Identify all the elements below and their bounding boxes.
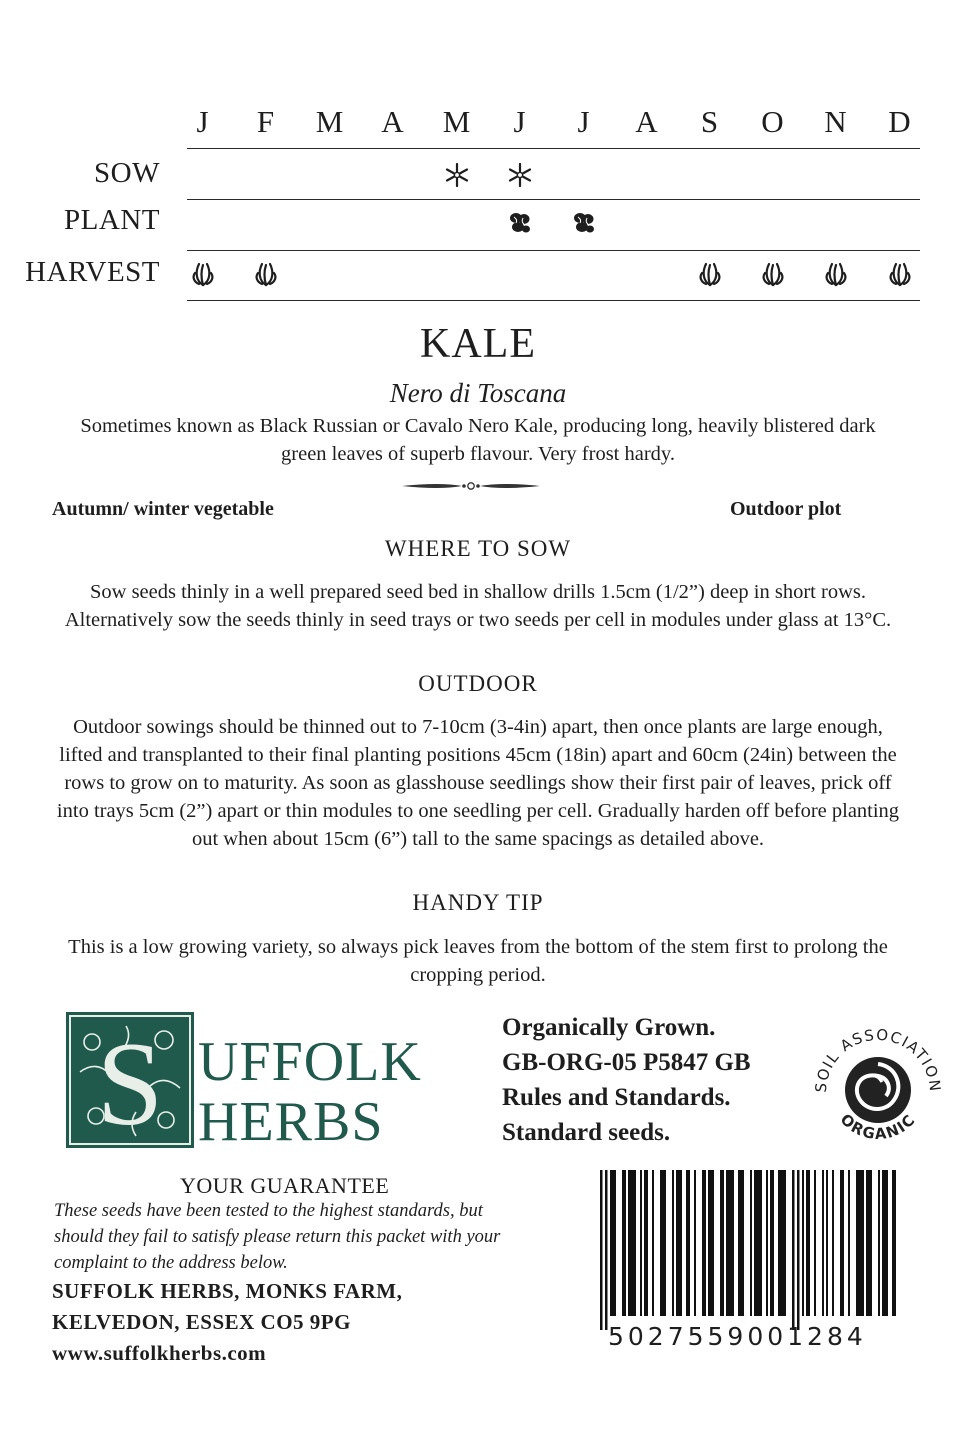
- brand-logo-line2: HERBS: [198, 1091, 384, 1153]
- harvest-leaf-icon: [759, 259, 787, 287]
- barcode-number: 5027559001284: [608, 1322, 867, 1351]
- barcode-bar: [628, 1170, 636, 1316]
- company-website: www.suffolkherbs.com: [52, 1341, 267, 1365]
- barcode-bar: [622, 1170, 626, 1316]
- company-address: [52, 1276, 402, 1369]
- address-line-2: KELVEDON, ESSEX CO5 9PG: [52, 1310, 351, 1334]
- brand-logo-ornament: [66, 1012, 194, 1148]
- calendar-row-label-harvest: HARVEST: [25, 256, 160, 288]
- section-heading-handy-tip: HANDY TIP: [412, 890, 544, 915]
- address-line-1: SUFFOLK HERBS, MONKS FARM,: [52, 1279, 403, 1303]
- calendar-divider: [187, 250, 920, 251]
- barcode-bar: [806, 1170, 810, 1316]
- barcode-bar: [652, 1170, 654, 1316]
- product-variety: Nero di Toscana: [389, 378, 567, 408]
- certification-line: Rules and Standards.: [502, 1084, 731, 1111]
- month-header: M: [315, 104, 345, 139]
- organic-certification-text: [502, 1010, 751, 1150]
- harvest-leaf-icon: [189, 259, 217, 287]
- barcode-bar: [797, 1170, 800, 1330]
- barcode-bar: [848, 1170, 850, 1316]
- barcode-bar: [610, 1170, 616, 1316]
- barcode-bar: [840, 1170, 844, 1316]
- calendar-row-label-plant: PLANT: [64, 204, 160, 236]
- barcode-bar: [738, 1170, 744, 1316]
- barcode-bar: [686, 1170, 690, 1316]
- barcode-bar: [778, 1170, 786, 1316]
- month-header: D: [888, 104, 912, 139]
- section-heading-outdoor: OUTDOOR: [418, 671, 538, 696]
- section-body-handy-tip: This is a low growing variety, so always pick leaves from the bottom of the stem first to prolong the cropping period.: [68, 936, 888, 986]
- month-header: J: [196, 104, 210, 139]
- month-header: O: [761, 104, 785, 139]
- barcode-bar: [644, 1170, 648, 1316]
- sow-asterisk-icon: [506, 161, 534, 189]
- barcode-bar: [826, 1170, 828, 1316]
- harvest-leaf-icon: [886, 259, 914, 287]
- badge-trefoil-icon: [845, 1057, 911, 1123]
- brand-logo-initial-letter: S: [96, 1017, 164, 1148]
- location-label: Outdoor plot: [730, 498, 842, 520]
- calendar-divider: [187, 199, 920, 200]
- calendar-divider: [187, 300, 920, 301]
- barcode-bar: [766, 1170, 768, 1316]
- calendar-row-label-sow: SOW: [94, 157, 160, 189]
- barcode-bar: [660, 1170, 666, 1316]
- barcode-bar: [832, 1170, 834, 1316]
- barcode-bar: [822, 1170, 824, 1316]
- month-header: S: [700, 104, 720, 139]
- month-header: F: [256, 104, 276, 139]
- barcode-bar: [814, 1170, 816, 1316]
- plant-seedling-icon: [570, 208, 598, 236]
- barcode-bar: [672, 1170, 674, 1316]
- brand-logo-line1: UFFOLK: [198, 1031, 422, 1093]
- barcode-bar: [726, 1170, 734, 1316]
- brand-logo-initial-box: [66, 1012, 194, 1148]
- month-header: M: [442, 104, 472, 139]
- barcode-bar: [600, 1170, 603, 1330]
- month-header: J: [513, 104, 527, 139]
- month-header: J: [577, 104, 591, 139]
- month-header: A: [635, 104, 659, 139]
- harvest-leaf-icon: [822, 259, 850, 287]
- barcode-bar: [702, 1170, 706, 1316]
- barcode-bar: [892, 1170, 896, 1316]
- barcode-bar: [792, 1170, 795, 1330]
- section-body-where-to-sow: Sow seeds thinly in a well prepared seed bed in shallow drills 1.5cm (1/2”) deep in short rows. Alternatively sow the seeds thinly in seed trays or two seeds per cell in modules under glass at 13°C.: [64, 581, 892, 631]
- section-heading-where-to-sow: WHERE TO SOW: [384, 536, 572, 561]
- section-body-outdoor: Outdoor sowings should be thinned out to 7-10cm (3-4in) apart, then once plants are large enough, lifted and transplanted to their final planting positions 45cm (18in) apart and 60cm (24in) between the rows to grow on to maturity. As soon as glasshouse seedlings show their first pair of leaves, prick off into trays 5cm (2”) apart or thin modules to one seedling per cell. Gradually harden off before planting out when about 15cm (6”) tall to the same spacings as detailed above.: [56, 716, 900, 850]
- month-header: N: [824, 104, 848, 139]
- barcode-bar: [640, 1170, 642, 1316]
- badge-bottom-text: ORGANIC: [836, 1110, 920, 1144]
- product-description: Sometimes known as Black Russian or Cavalo Nero Kale, producing long, heavily blistered dark green leaves of superb flavour. Very frost hardy.: [80, 415, 876, 465]
- calendar-divider: [187, 148, 920, 149]
- certification-line: GB-ORG-05 P5847 GB: [502, 1049, 751, 1076]
- guarantee-heading: YOUR GUARANTEE: [180, 1173, 390, 1198]
- badge-top-text: SOIL ASSOCIATION: [811, 1025, 945, 1094]
- barcode-bar: [866, 1170, 872, 1316]
- barcode-bar: [856, 1170, 864, 1316]
- barcode: [596, 1170, 896, 1330]
- certification-line: Organically Grown.: [502, 1014, 716, 1041]
- barcode-bar: [882, 1170, 888, 1316]
- guarantee-body: These seeds have been tested to the highest standards, but should they fail to satisfy please return this packet with your complaint to the address below.: [54, 1201, 501, 1273]
- harvest-leaf-icon: [252, 259, 280, 287]
- product-title: KALE: [420, 321, 536, 367]
- certification-line: Standard seeds.: [502, 1119, 671, 1146]
- barcode-bar: [750, 1170, 752, 1316]
- harvest-leaf-icon: [696, 259, 724, 287]
- category-label: Autumn/ winter vegetable: [52, 498, 274, 520]
- plant-seedling-icon: [506, 208, 534, 236]
- barcode-bar: [802, 1170, 804, 1316]
- barcode-bar: [754, 1170, 762, 1316]
- barcode-bar: [720, 1170, 724, 1316]
- barcode-bar: [878, 1170, 880, 1316]
- barcode-bar: [770, 1170, 774, 1316]
- barcode-bar: [708, 1170, 714, 1316]
- month-header: A: [381, 104, 405, 139]
- barcode-bar: [676, 1170, 682, 1316]
- barcode-bar: [694, 1170, 696, 1316]
- barcode-bar: [605, 1170, 608, 1330]
- sow-asterisk-icon: [443, 161, 471, 189]
- soil-association-organic-badge: [808, 1024, 948, 1152]
- ornamental-divider: [400, 478, 542, 494]
